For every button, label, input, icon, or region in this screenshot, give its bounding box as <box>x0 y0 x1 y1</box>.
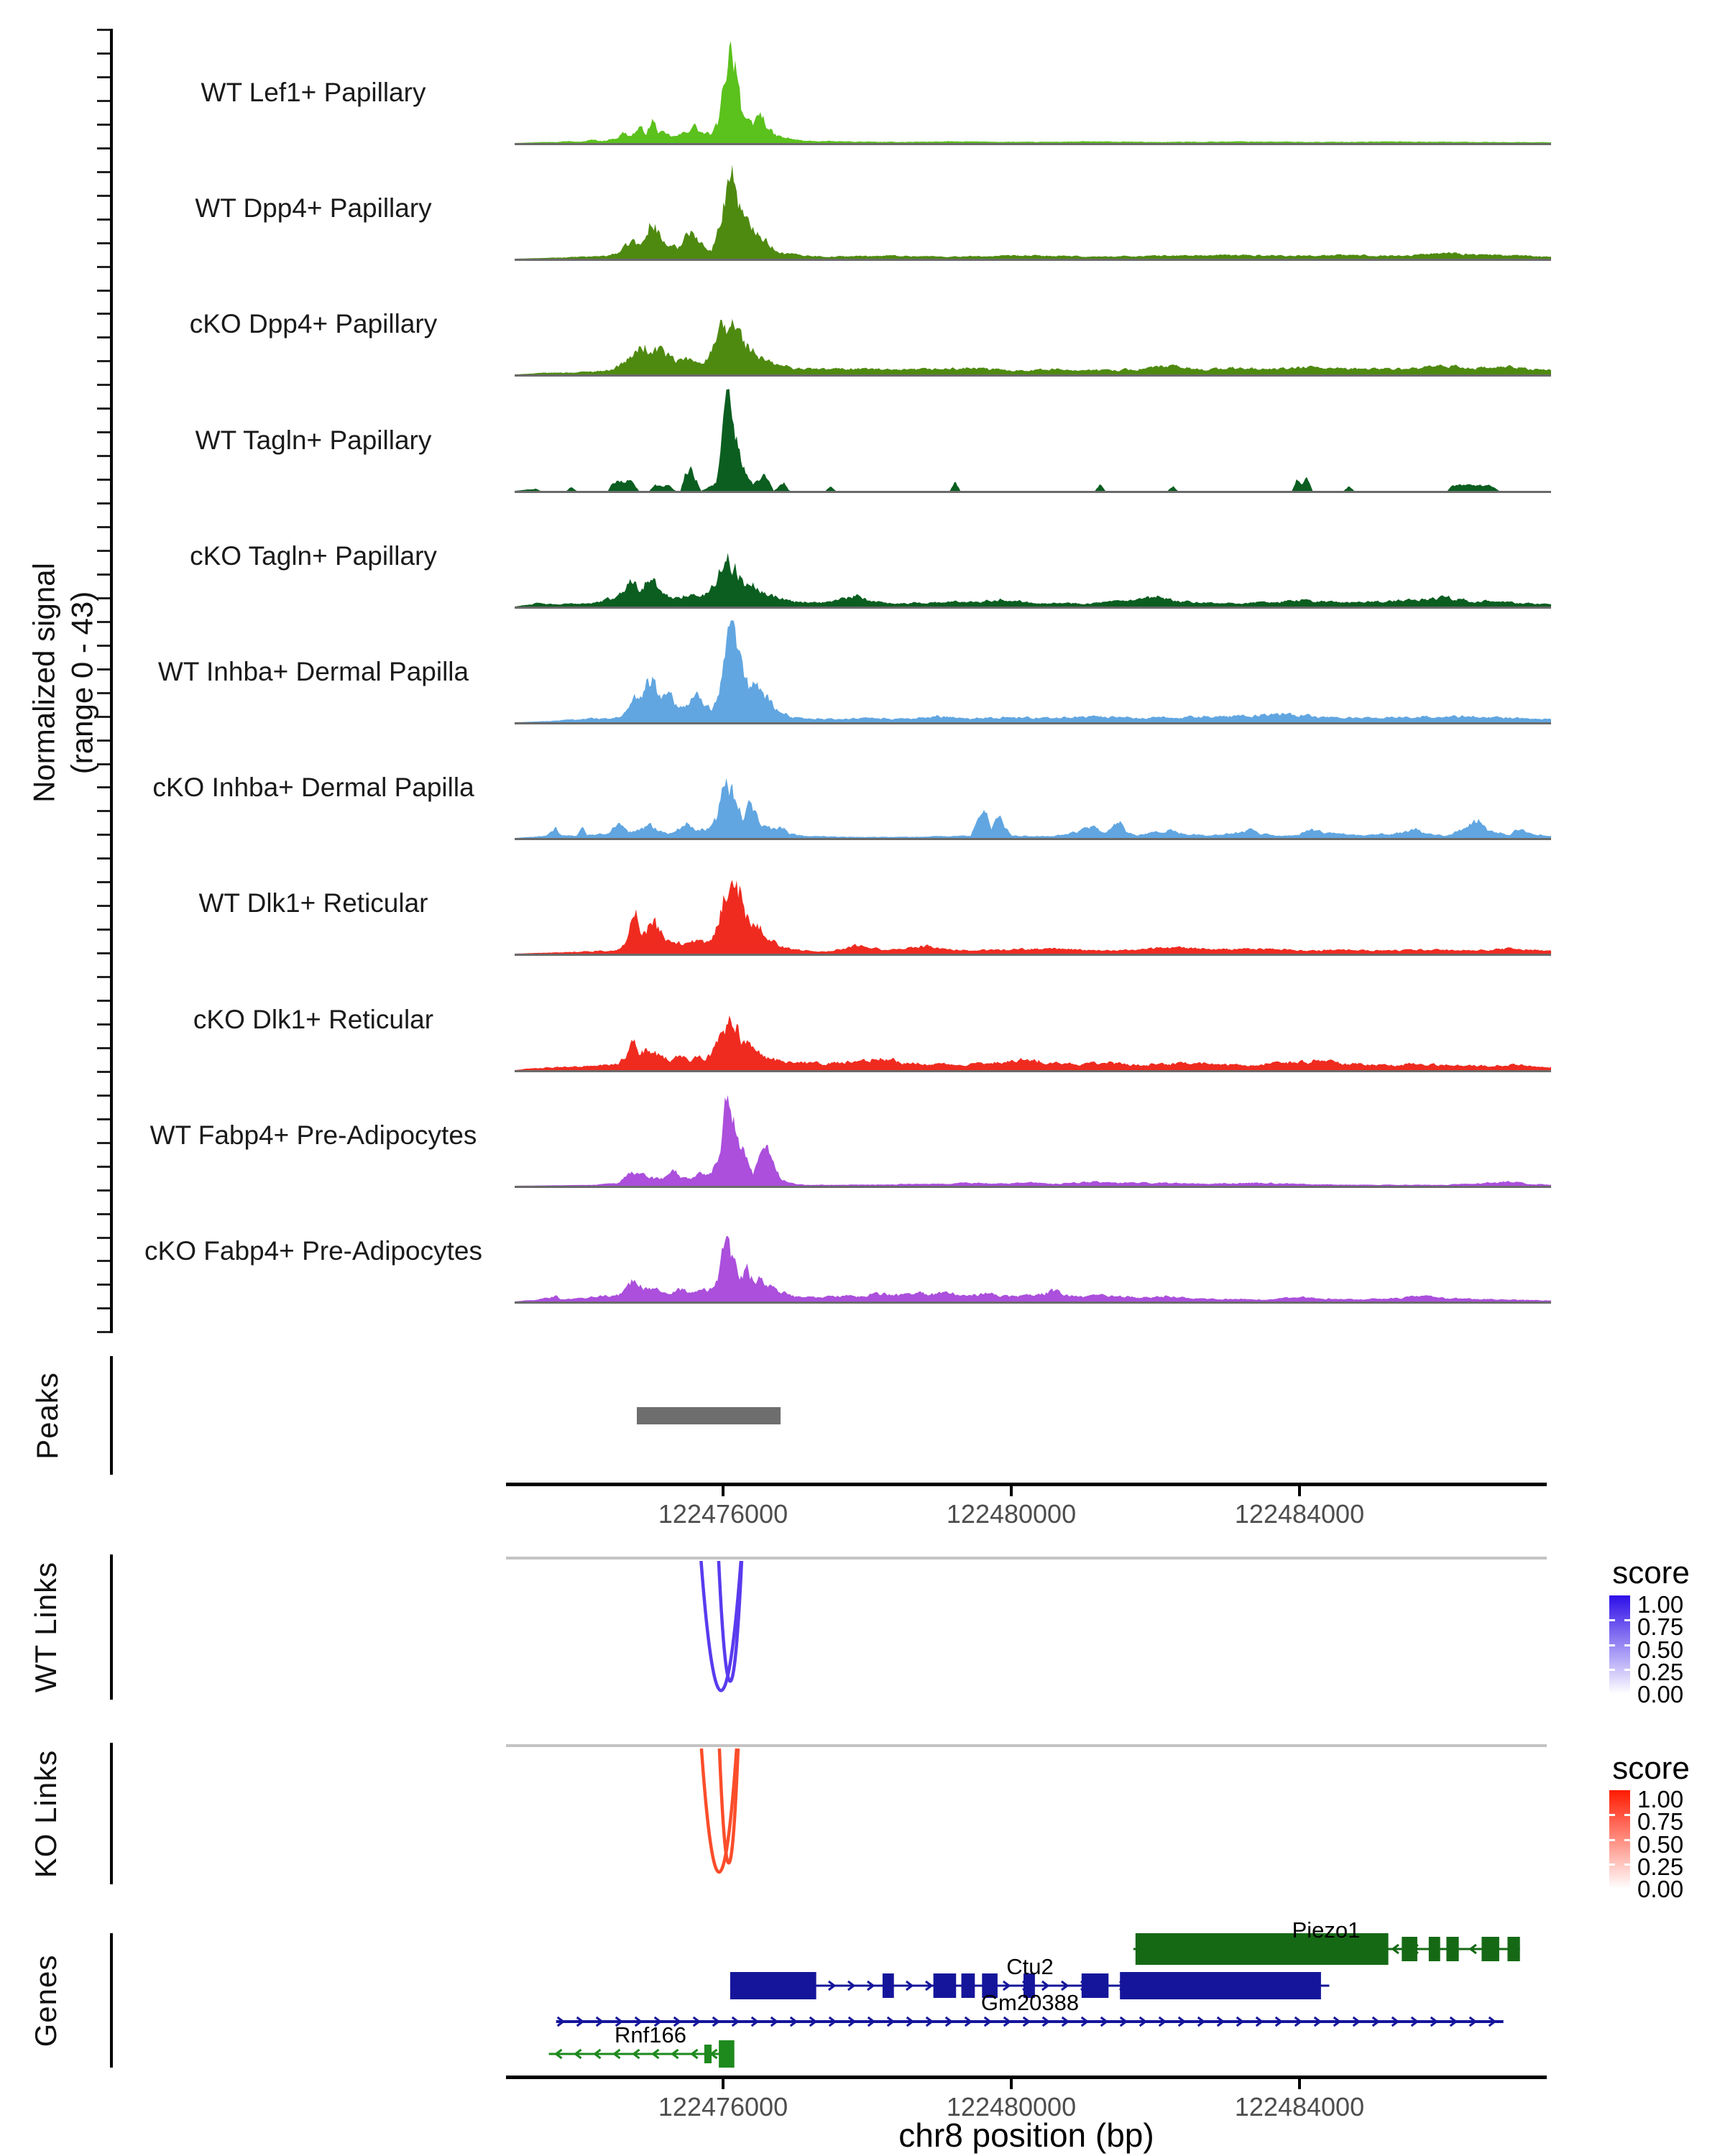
y-axis-label <box>26 563 101 803</box>
track-signal-area-7 <box>515 778 1551 838</box>
gene-Rnf166 <box>549 2022 735 2068</box>
ko-score-legend-title: score <box>1612 1751 1690 1786</box>
signal-axis-tick <box>97 881 110 883</box>
track-label-3: cKO Dpp4+ Papillary <box>189 309 438 339</box>
track-baseline-1 <box>515 143 1551 145</box>
signal-axis-tick <box>97 1307 110 1309</box>
gene-Gm20388 <box>556 1990 1504 2026</box>
track-signal-area-5 <box>515 553 1551 607</box>
gene-exon-Ctu2-4 <box>962 1973 975 1998</box>
axis-tick-2 <box>1010 1486 1013 1496</box>
legend-wt-tick-label-1: 1.00 <box>1637 1591 1684 1618</box>
gene-exon-Ctu2-8 <box>1120 1972 1321 1999</box>
track-label-10: WT Fabp4+ Pre-Adipocytes <box>150 1120 477 1150</box>
legend-wt-notch-l1 <box>1609 1644 1615 1646</box>
wt-arcs-svg <box>506 1559 1547 1703</box>
gene-exon-Ctu2-2 <box>883 1973 894 1998</box>
axis-tick-label-2: 122480000 <box>946 1499 1077 1529</box>
signal-axis-tick <box>97 1213 110 1215</box>
signal-axis-tick <box>97 976 110 978</box>
track-signal-area-10 <box>515 1095 1551 1186</box>
track-signal-5 <box>515 499 1551 608</box>
y-axis-label-line1: Normalized signal <box>27 563 61 803</box>
gene-name-Piezo1: Piezo1 <box>1292 1917 1361 1943</box>
gene-exon-Piezo1-2 <box>1402 1937 1417 1961</box>
track-signal-11 <box>515 1194 1551 1303</box>
legend-wt-tick-label-2: 0.75 <box>1637 1613 1684 1640</box>
axis-tick-1 <box>722 2079 724 2089</box>
wt-links-bracket <box>110 1554 113 1700</box>
signal-axis-tick <box>97 834 110 836</box>
signal-axis-tick <box>97 479 110 481</box>
genes-svg <box>0 1912 1725 2084</box>
signal-axis-tick <box>97 1331 110 1333</box>
wt-score-legend-title: score <box>1612 1555 1690 1590</box>
track-signal-area-9 <box>515 1015 1551 1070</box>
track-label-9: cKO Dlk1+ Reticular <box>193 1004 434 1034</box>
gene-Piezo1 <box>1133 1917 1520 1965</box>
gene-exon-Ctu2-7 <box>1082 1973 1109 1998</box>
track-label-2: WT Dpp4+ Papillary <box>195 193 432 224</box>
track-baseline-2 <box>515 259 1551 261</box>
signal-axis-tick <box>97 266 110 268</box>
legend-ko-notch-l1 <box>1609 1839 1615 1841</box>
legend-ko-notch-r0 <box>1624 1814 1630 1816</box>
signal-axis-tick <box>97 1047 110 1049</box>
legend-wt-notch-r0 <box>1624 1619 1630 1621</box>
gene-exon-Piezo1-5 <box>1481 1937 1499 1961</box>
track-label-5: cKO Tagln+ Papillary <box>190 540 437 571</box>
ko-arcs-svg <box>506 1746 1547 1886</box>
peak-interval-1 <box>637 1407 781 1424</box>
legend-ko-notch-r2 <box>1624 1864 1630 1866</box>
axis-tick-1 <box>722 1486 724 1496</box>
gene-exon-Rnf166-1 <box>704 2045 712 2063</box>
track-baseline-5 <box>515 607 1551 609</box>
signal-axis-tick <box>97 1095 110 1097</box>
y-axis-label-line2: (range 0 - 43) <box>65 591 98 775</box>
legend-ko-notch-l2 <box>1609 1864 1615 1866</box>
legend-wt-notch-r1 <box>1624 1644 1630 1646</box>
axis-tick-label-3: 122484000 <box>1234 1499 1365 1529</box>
peaks-bracket <box>110 1356 113 1475</box>
legend-ko-tick-label-3: 0.50 <box>1637 1831 1684 1858</box>
track-baseline-11 <box>515 1302 1551 1304</box>
legend-wt-notch-r2 <box>1624 1669 1630 1671</box>
axis-line <box>506 2076 1547 2079</box>
legend-ko-tick-label-4: 0.25 <box>1637 1853 1684 1880</box>
legend-ko-notch-r1 <box>1624 1839 1630 1841</box>
ko-links-section-label: KO Links <box>29 1749 63 1879</box>
signal-axis-tick <box>97 171 110 173</box>
signal-axis-tick <box>97 290 110 292</box>
track-signal-7 <box>515 730 1551 839</box>
peaks-section-label: Peaks <box>30 1372 64 1460</box>
track-baseline-3 <box>515 374 1551 377</box>
signal-axis-tick <box>97 1000 110 1002</box>
track-signal-area-1 <box>515 41 1551 143</box>
track-signal-10 <box>515 1078 1551 1187</box>
signal-axis-tick <box>97 360 110 362</box>
gene-exon-Piezo1-6 <box>1507 1937 1519 1961</box>
axis-tick-2 <box>1010 2079 1013 2089</box>
track-baseline-10 <box>515 1186 1551 1188</box>
track-signal-area-11 <box>515 1236 1551 1302</box>
axis-tick-label-2: 122480000 <box>946 2092 1077 2122</box>
gene-exon-Ctu2-1 <box>730 1972 816 1999</box>
legend-wt-tick-label-3: 0.50 <box>1637 1636 1684 1663</box>
track-signal-area-8 <box>515 880 1551 954</box>
legend-wt-tick-label-5: 0.00 <box>1637 1681 1684 1708</box>
track-label-6: WT Inhba+ Dermal Papilla <box>157 657 469 686</box>
x-axis-title: chr8 position (bp) <box>898 2116 1154 2154</box>
signal-axis-tick <box>97 1284 110 1286</box>
axis-tick-3 <box>1298 2079 1301 2089</box>
signal-axis-tick <box>97 407 110 410</box>
axis-line <box>506 1483 1547 1486</box>
legend-ko-tick-label-5: 0.00 <box>1637 1876 1684 1902</box>
signal-axis-tick <box>97 929 110 931</box>
signal-axis-tick <box>97 502 110 505</box>
signal-axis-tick <box>97 952 110 954</box>
legend-wt-notch-l2 <box>1609 1669 1615 1671</box>
signal-axis-tick <box>97 124 110 126</box>
signal-axis-tick <box>97 52 110 55</box>
track-signal-area-2 <box>515 165 1551 259</box>
ko-links-bracket <box>110 1743 113 1884</box>
track-label-7: cKO Inhba+ Dermal Papilla <box>152 773 474 803</box>
gene-exon-Piezo1-3 <box>1429 1937 1440 1961</box>
track-label-11: cKO Fabp4+ Pre-Adipocytes <box>144 1236 482 1266</box>
track-signal-8 <box>515 846 1551 955</box>
signal-axis-tick <box>97 147 110 149</box>
signal-axis-tick <box>97 242 110 244</box>
track-signal-6 <box>515 614 1551 724</box>
track-signal-area-3 <box>515 319 1551 374</box>
axis-tick-label-3: 122484000 <box>1234 2092 1365 2122</box>
track-signal-1 <box>515 35 1551 144</box>
track-signal-9 <box>515 962 1551 1072</box>
track-baseline-8 <box>515 954 1551 956</box>
signal-axis-tick <box>97 1166 110 1168</box>
track-signal-area-4 <box>515 389 1551 491</box>
track-signal-area-6 <box>515 620 1551 722</box>
gene-exon-Piezo1-4 <box>1446 1937 1458 1961</box>
gene-name-Ctu2: Ctu2 <box>1006 1954 1054 1979</box>
signal-axis-tick <box>97 810 110 812</box>
signal-axis-tick <box>97 1189 110 1192</box>
signal-axis-tick <box>97 384 110 386</box>
track-baseline-9 <box>515 1070 1551 1072</box>
gene-name-Rnf166: Rnf166 <box>615 2022 686 2047</box>
signal-axis-tick <box>97 1071 110 1073</box>
axis-tick-3 <box>1298 1486 1301 1496</box>
legend-ko-notch-l0 <box>1609 1814 1615 1816</box>
legend-wt-tick-label-4: 0.25 <box>1637 1659 1684 1685</box>
legend-ko-tick-label-1: 1.00 <box>1637 1786 1684 1812</box>
track-signal-4 <box>515 383 1551 492</box>
genes-section-label: Genes <box>29 1954 63 2047</box>
legend-wt-notch-l0 <box>1609 1619 1615 1621</box>
track-signal-3 <box>515 267 1551 376</box>
signal-axis-tick <box>97 29 110 31</box>
legend-ko-tick-label-2: 0.75 <box>1637 1808 1684 1835</box>
gene-exon-Rnf166-2 <box>719 2040 735 2068</box>
gene-name-Gm20388: Gm20388 <box>980 1990 1080 2015</box>
track-label-8: WT Dlk1+ Reticular <box>198 888 428 918</box>
gene-exon-Ctu2-3 <box>934 1973 957 1998</box>
signal-axis-tick <box>97 526 110 528</box>
wt-links-section-label: WT Links <box>29 1561 63 1693</box>
track-baseline-7 <box>515 838 1551 840</box>
track-label-1: WT Lef1+ Papillary <box>201 78 426 107</box>
axis-tick-label-1: 122476000 <box>658 2092 788 2122</box>
track-label-4: WT Tagln+ Papillary <box>195 425 432 455</box>
axis-tick-label-1: 122476000 <box>658 1499 788 1529</box>
track-baseline-4 <box>515 491 1551 493</box>
track-signal-2 <box>515 151 1551 260</box>
signal-axis-tick <box>97 857 110 860</box>
track-baseline-6 <box>515 722 1551 724</box>
